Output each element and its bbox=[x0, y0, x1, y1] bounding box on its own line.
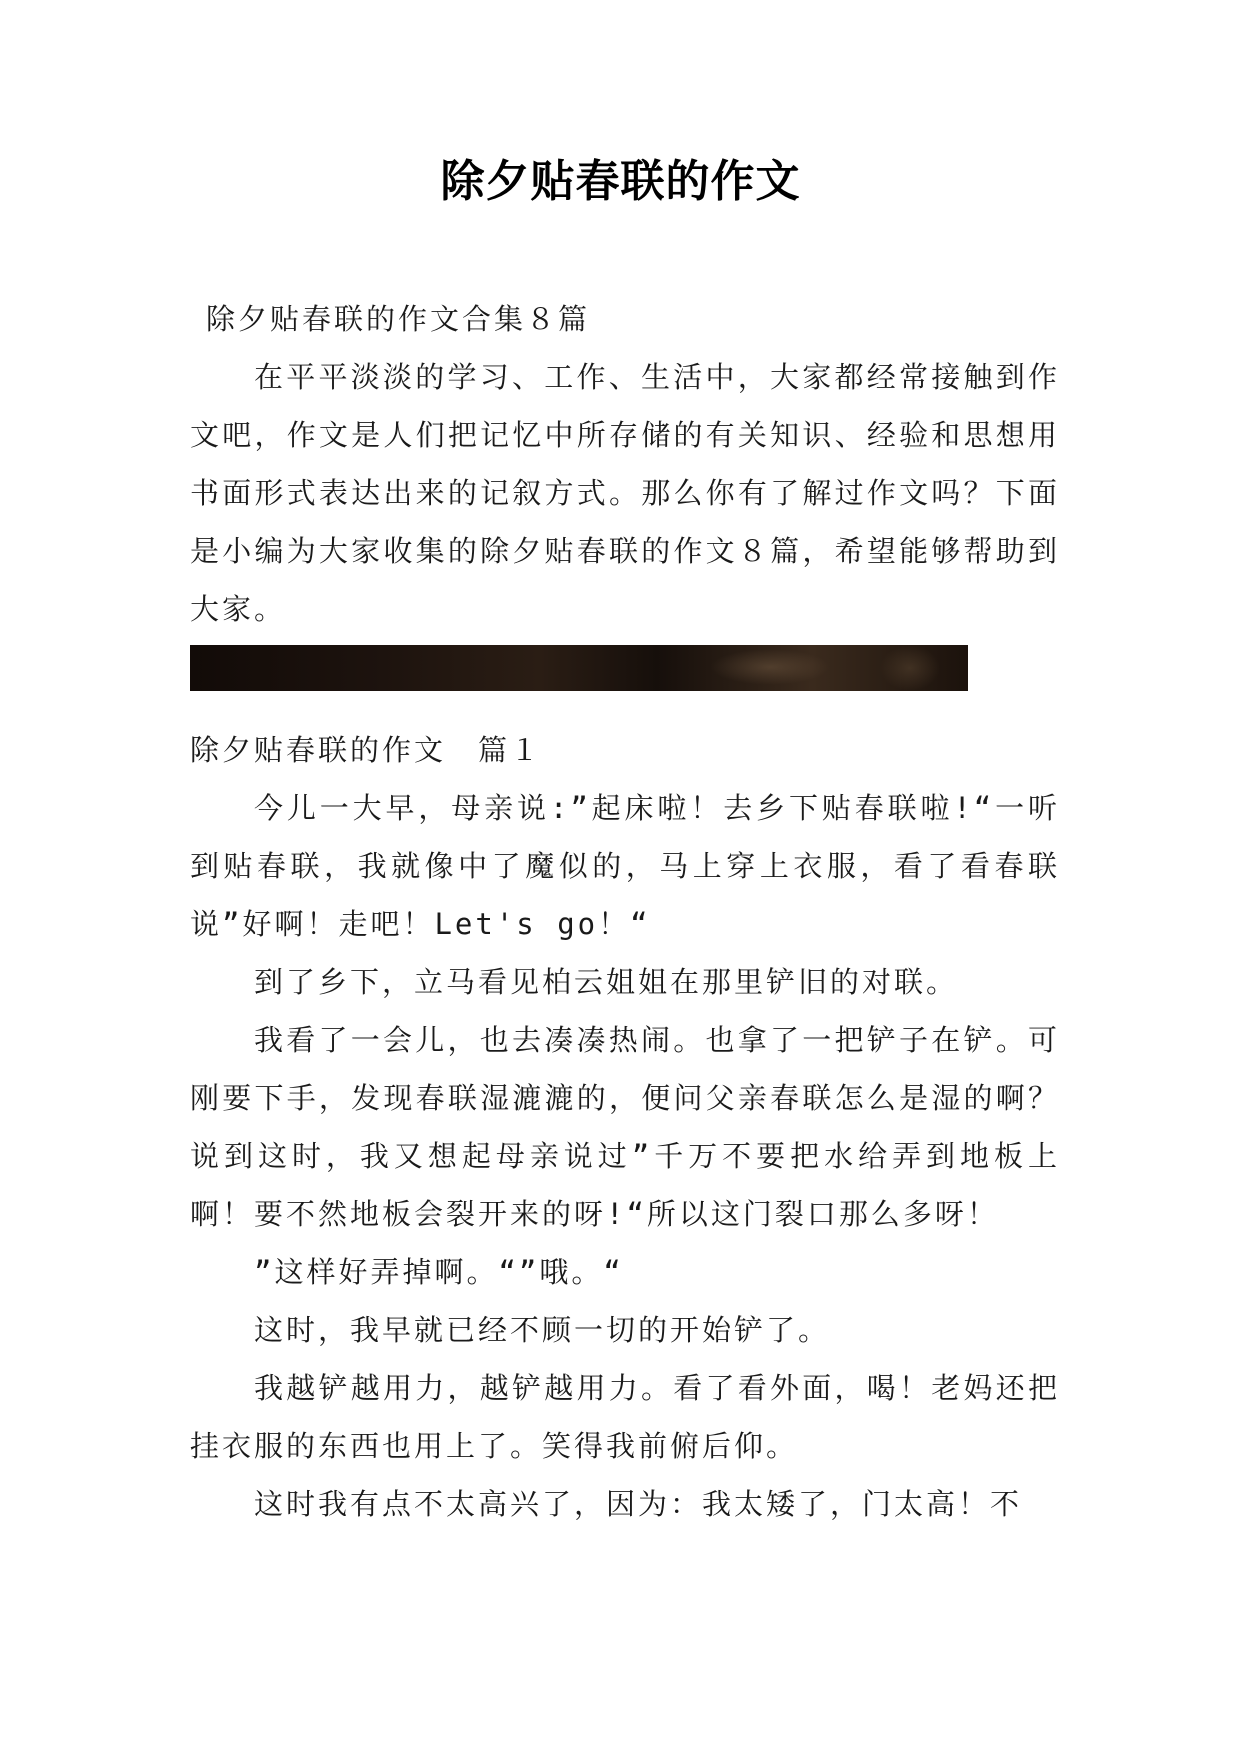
body-paragraph: 这时，我早就已经不顾一切的开始铲了。 bbox=[254, 1313, 831, 1347]
document-subtitle: 除夕贴春联的作文合集８篇 bbox=[206, 302, 591, 336]
body-paragraph: 我越铲越用力，越铲越用力。看了看外面，喝！老妈还把挂衣服的东西也用上了。笑得我前俯后仰。 bbox=[190, 1371, 1060, 1463]
body-paragraph: 这时我有点不太高兴了，因为：我太矮了，门太高！不 bbox=[254, 1487, 1023, 1521]
body-paragraph: ”这样好弄掉啊。“”哦。“ bbox=[254, 1255, 624, 1289]
body-paragraph: 今儿一大早，母亲说:”起床啦！去乡下贴春联啦!“一听到贴春联，我就像中了魔似的，马上穿上衣服，看了看春联说”好啊！走吧！Let's go！“ bbox=[190, 791, 1060, 941]
body-paragraph: 到了乡下，立马看见柏云姐姐在那里铲旧的对联。 bbox=[254, 965, 959, 999]
banner-image bbox=[190, 645, 968, 691]
body-paragraph: 我看了一会儿，也去凑凑热闹。也拿了一把铲子在铲。可刚要下手，发现春联湿漉漉的，便问父亲春联怎么是湿的啊？说到这时，我又想起母亲说过”千万不要把水给弄到地板上啊！要不然地板会裂开来的呀!“所以这门裂口那么多呀！ bbox=[190, 1023, 1060, 1231]
intro-paragraph: 在平平淡淡的学习、工作、生活中，大家都经常接触到作文吧，作文是人们把记忆中所存储的有关知识、经验和思想用书面形式表达出来的记叙方式。那么你有了解过作文吗？下面是小编为大家收集的除夕贴春联的作文８篇，希望能够帮助到大家。 bbox=[190, 360, 1060, 626]
document-body bbox=[190, 290, 1060, 1533]
document-title: 除夕贴春联的作文 bbox=[440, 156, 801, 207]
section-heading: 除夕贴春联的作文 篇１ bbox=[190, 733, 543, 767]
